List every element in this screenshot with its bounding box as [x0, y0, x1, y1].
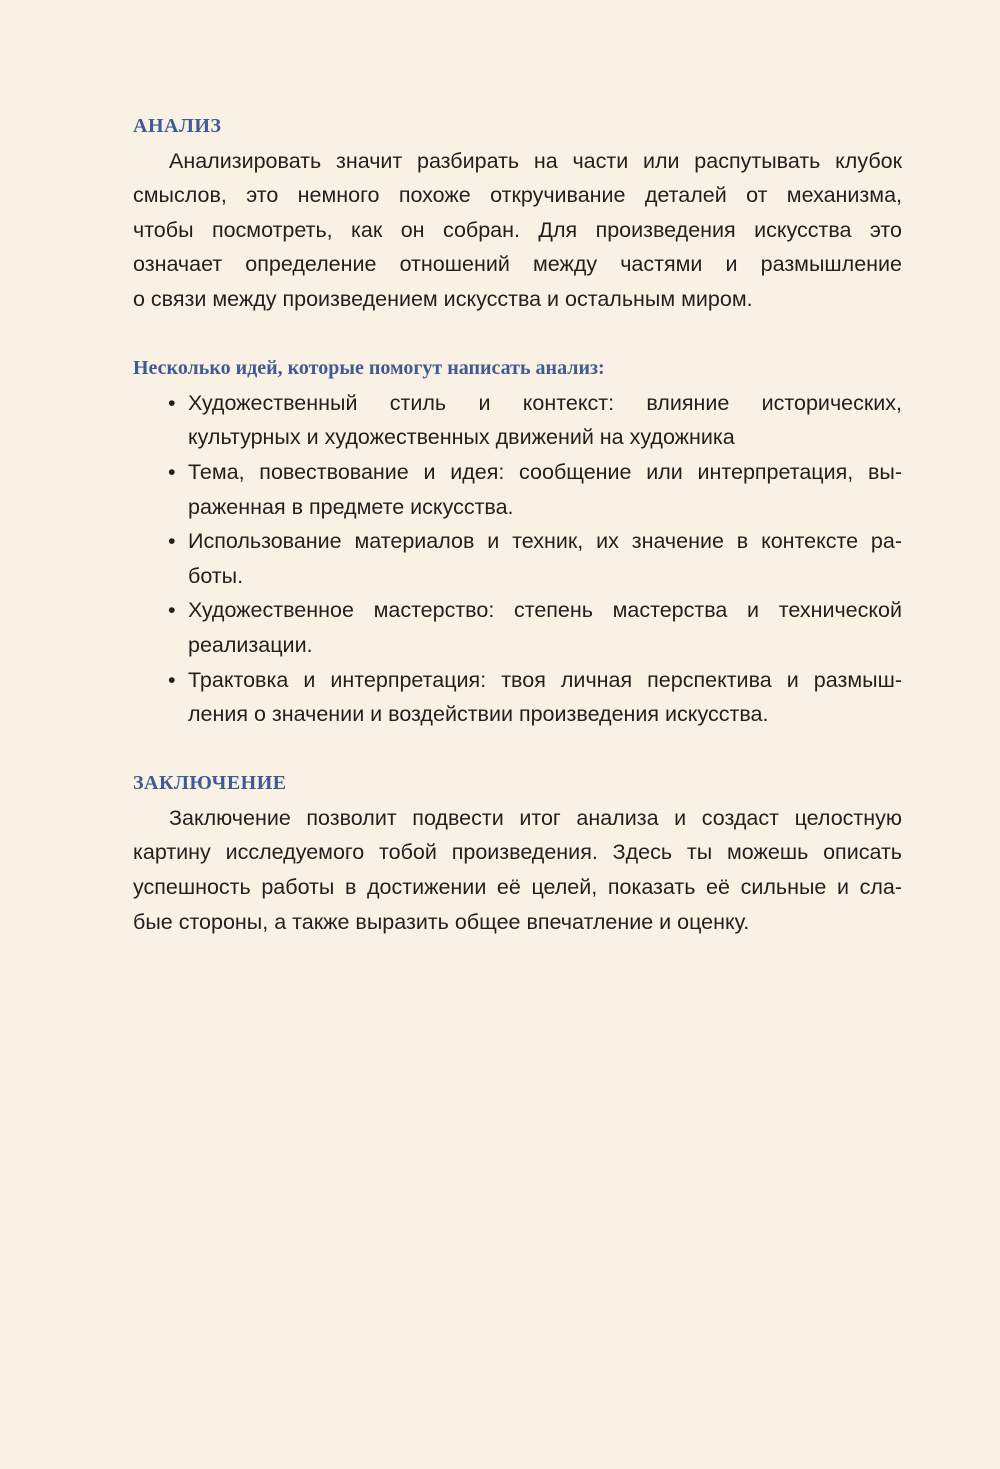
text-line: Трактовка и интерпретация: твоя личная перспектива и размыш- [188, 667, 902, 692]
section-heading-conclusion: ЗАКЛЮЧЕНИЕ [133, 772, 287, 795]
analysis-paragraph [133, 144, 902, 317]
text-line: смыслов, это немного похоже откручивание деталей от механизма, [133, 183, 902, 208]
text-line: бые стороны, а также выразить общее впечатление и оценку. [133, 909, 750, 934]
conclusion-paragraph [133, 801, 902, 939]
ideas-list [133, 386, 902, 732]
list-item [133, 386, 902, 455]
text-line: Заключение позволит подвести итог анализа и создаст целостную [169, 805, 902, 830]
text-line: чтобы посмотреть, как он собран. Для произведения искусства это [133, 217, 902, 242]
text-line: Художественный стиль и контекст: влияние исторических, [188, 390, 902, 415]
text-line: Анализировать значит разбирать на части или распутывать клубок [169, 148, 902, 173]
text-line: о связи между произведением искусства и остальным миром. [133, 286, 753, 311]
text-line: реализации. [188, 632, 313, 657]
text-line: Использование материалов и техник, их значение в контексте ра- [188, 529, 902, 554]
text-line: культурных и художественных движений на художника [188, 425, 735, 450]
list-item [133, 663, 902, 732]
section-heading-analysis: АНАЛИЗ [133, 115, 222, 137]
text-line: означает определение отношений между частями и размышление [133, 252, 902, 277]
list-item [133, 593, 902, 662]
bullet-icon: • [168, 667, 176, 692]
text-line: боты. [188, 563, 244, 588]
text-line: успешность работы в достижении её целей, показать её сильные и сла- [133, 875, 902, 900]
page-content [133, 109, 902, 939]
text-line: раженная в предмете искусства. [188, 494, 514, 519]
list-item [133, 524, 902, 593]
bullet-icon: • [168, 529, 176, 554]
text-line: картину исследуемого тобой произведения. Здесь ты можешь описать [133, 840, 902, 865]
ideas-heading: Несколько идей, которые помогут написать анализ: [133, 357, 605, 380]
bullet-icon: • [168, 390, 176, 415]
text-line: ления о значении и воздействии произведения искусства. [188, 702, 769, 727]
bullet-icon: • [168, 598, 176, 623]
text-line: Художественное мастерство: степень мастерства и технической [188, 598, 902, 623]
bullet-icon: • [168, 459, 176, 484]
list-item [133, 455, 902, 524]
text-line: Тема, повествование и идея: сообщение или интерпретация, вы- [188, 459, 902, 484]
